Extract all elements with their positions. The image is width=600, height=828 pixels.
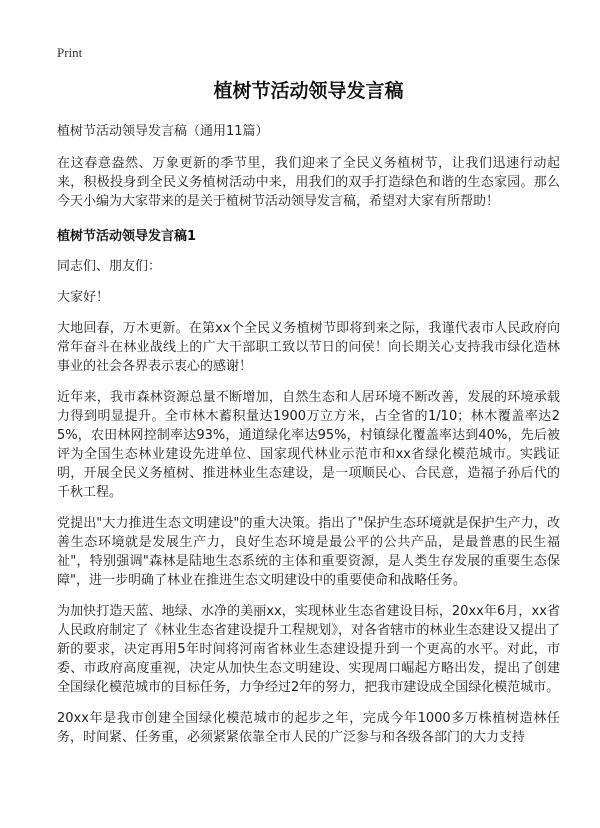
body-paragraph: 近年来，我市森林资源总量不断增加，自然生态和人居环境不断改善，发展的环境承载力得到明显提升。全市林木蓄积量达1900万立方米，占全省的1/10；林木覆盖率达25%，农田林网控制率达93%，通道绿化率达95%，村镇绿化覆盖率达到40%，先后被评为全国生态林业建设先进单位、国家现代林业示范市和xx省绿化模范城市。实践证明，开展全民义务植树、推进林业生态建设，是一项顺民心、合民意，造福子孙后代的千秋工程。 bbox=[57, 390, 560, 500]
intro-paragraph: 在这春意盎然、万象更新的季节里，我们迎来了全民义务植树节，让我们迅速行动起来，积极投身到全民义务植树活动中来，用我们的双手打造绿色和谐的生态家园。那么今天小编为大家带来的是关于植树节活动领导发言稿，希望对大家有所帮助！ bbox=[57, 156, 560, 209]
section-heading: 植树节活动领导发言稿1 bbox=[57, 229, 197, 244]
page-title: 植树节活动领导发言稿 bbox=[213, 80, 404, 102]
document-subtitle: 植树节活动领导发言稿（通用11篇） bbox=[57, 124, 269, 139]
body-paragraph: 为加快打造天蓝、地绿、水净的美丽xx，实现林业生态省建设目标，20xx年6月，xx省人民政府制定了《林业生态省建设提升工程规划》，对各省辖市的林业生态建设又提出了新的要求，决定再用5年时间将河南省林业生态建设提升到一个更高的水平。对此，市委、市政府高度重视，决定从加快生态文明建设、实现周口崛起方略出发，提出了创建全国绿化模范城市的目标任务，力争经过2年的努力，把我市建设成全国绿化模范城市。 bbox=[57, 604, 560, 695]
body-paragraph: 20xx年是我市创建全国绿化模范城市的起步之年，完成今年1000多万株植树造林任务，时间紧、任务重，必须紧紧依靠全市人民的广泛参与和各级各部门的大力支持 bbox=[57, 711, 560, 745]
body-paragraph: 大地回春，万木更新。在第xx个全民义务植树节即将到来之际，我谨代表市人民政府向常年奋斗在林业战线上的广大干部职工致以节日的问侯！向长期关心支持我市绿化造林事业的社会各界表示衷心的感谢！ bbox=[57, 321, 560, 374]
body-paragraph: 党提出"大力推进生态文明建设"的重大决策。指出了"保护生态环境就是保护生产力，改善生态环境就是发展生产力，良好生态环境是最公平的公共产品，是最普惠的民生福祉"，特别强调"森林是陆地生态系统的主体和重要资源，是人类生存发展的重要生态保障"，进一步明确了林业在推进生态文明建设中的重要使命和战略任务。 bbox=[57, 516, 560, 588]
print-link[interactable]: Print bbox=[57, 45, 83, 60]
greeting-line: 同志们、朋友们： bbox=[57, 259, 162, 274]
greeting-line: 大家好！ bbox=[57, 290, 110, 305]
